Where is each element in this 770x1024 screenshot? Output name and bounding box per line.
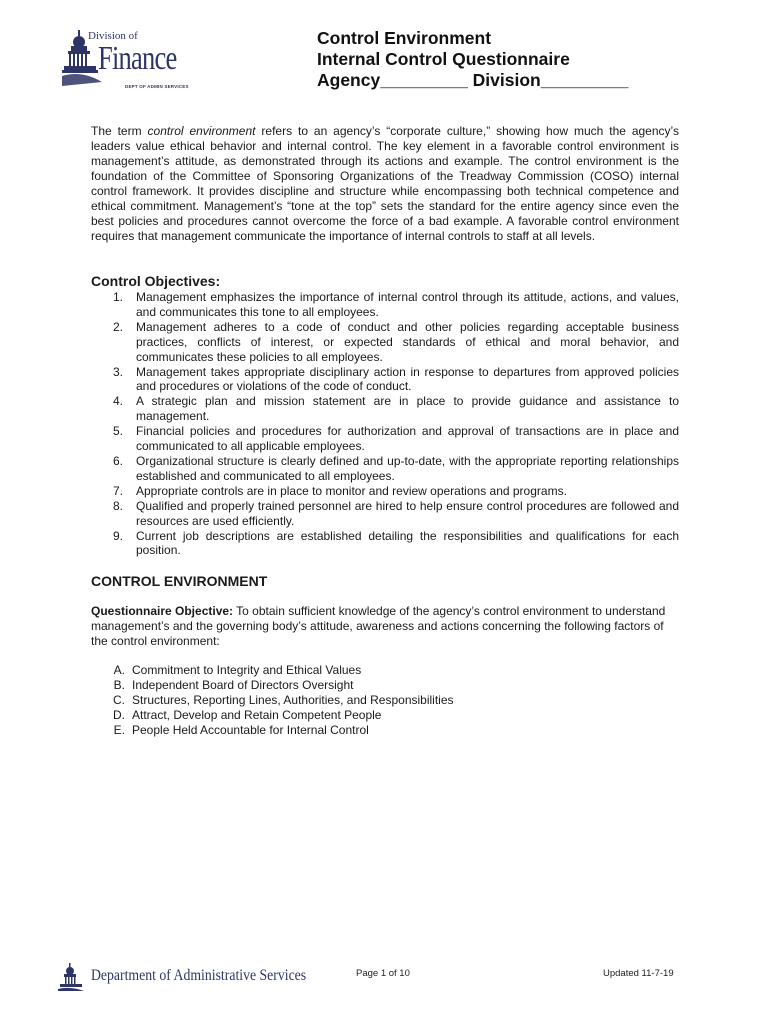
- control-factor-item: [91, 708, 454, 723]
- control-factor-letter: B.: [113, 678, 125, 692]
- control-factor-text: Attract, Develop and Retain Competent People: [132, 708, 382, 722]
- objective-number: 6.: [112, 453, 123, 468]
- objective-item: [91, 499, 679, 529]
- control-factor-letter: E.: [113, 723, 125, 737]
- objective-text: Management adheres to a code of conduct and other policies regarding acceptable business practices, conflicts of interest, or expected standards of ethical and moral behavior, and communicates these policies to all employees.: [136, 319, 679, 364]
- objective-number: 9.: [112, 528, 123, 543]
- objective-item: [91, 394, 679, 424]
- objective-item: [91, 320, 679, 365]
- control-factor-text: Structures, Reporting Lines, Authorities, and Responsibilities: [132, 693, 454, 707]
- intro-text-rest: refers to an agency’s “corporate culture,” showing how much the agency’s leaders value ethical behavior and internal control. The key element in a favorable control environment is management’s attitude, as demonstrated through its actions and example. The control environment is the foundation of the Committee of Sponsoring Organizations of the Treadway Commission (COSO) internal control framework. It provides discipline and structure while encompassing both technical competence and ethical commitment. Management’s “tone at the top” sets the standard for the entire agency since even the best policies and procedures cannot overcome the force of a bad example. A favorable control environment requires that management communicate the importance of internal controls to staff at all levels.: [91, 124, 679, 243]
- objective-item: [91, 290, 679, 320]
- control-factor-item: [91, 693, 454, 708]
- objective-text: Financial policies and procedures for authorization and approval of transactions are in place and communicated to all applicable employees.: [136, 424, 679, 454]
- objective-number: 7.: [112, 483, 123, 498]
- title-line-3-agency-division: Agency_________ Division_________: [317, 70, 629, 90]
- objective-text: Qualified and properly trained personnel are hired to help ensure control procedures are followed and resources are used efficiently.: [136, 498, 679, 528]
- control-factors-list: [91, 663, 454, 738]
- capitol-footer-icon: [58, 961, 84, 991]
- control-objectives-heading: Control Objectives:: [91, 273, 221, 289]
- logo-small-text: Division of: [88, 30, 138, 42]
- title-line-2: Internal Control Questionnaire: [317, 49, 570, 69]
- control-factor-text: People Held Accountable for Internal Control: [132, 723, 369, 737]
- footer-department-name: Department of Administrative Services: [91, 967, 307, 984]
- objective-number: 2.: [112, 319, 123, 334]
- objective-item: [91, 365, 679, 395]
- questionnaire-objective-label: Questionnaire Objective:: [91, 604, 234, 618]
- objective-text: Organizational structure is clearly defined and up-to-date, with the appropriate reporting relationships established and communicated to all employees.: [136, 453, 679, 483]
- document-title: [317, 28, 628, 91]
- objective-number: 8.: [112, 498, 123, 513]
- questionnaire-objective: [91, 604, 679, 649]
- logo-tagline: DEPT OF ADMIN SERVICES: [125, 84, 189, 89]
- objective-item: [91, 529, 679, 559]
- objective-text: Appropriate controls are in place to monitor and review operations and programs.: [136, 483, 567, 498]
- control-factor-item: [91, 723, 454, 738]
- control-factor-text: Commitment to Integrity and Ethical Values: [132, 663, 362, 677]
- objective-text: Current job descriptions are established detailing the responsibilities and qualifications for each position.: [136, 528, 679, 558]
- objective-number: 3.: [112, 364, 123, 379]
- objective-number: 5.: [112, 424, 123, 439]
- objective-item: [91, 454, 679, 484]
- control-objectives-list: [91, 290, 679, 558]
- logo-big-text: Finance: [98, 40, 177, 77]
- intro-emphasis: control environment: [147, 124, 256, 138]
- control-factor-letter: A.: [113, 663, 125, 677]
- objective-text: Management takes appropriate disciplinary action in response to departures from approved policies and procedures or violations of the code of conduct.: [136, 364, 679, 394]
- intro-paragraph: [91, 124, 679, 244]
- control-factor-letter: D.: [113, 708, 125, 722]
- intro-text-start: The term: [91, 124, 148, 138]
- control-factor-item: [91, 663, 454, 678]
- objective-text: Management emphasizes the importance of internal control through its attitude, actions, and values, and communicates this tone to all employees.: [136, 290, 679, 319]
- control-environment-heading: CONTROL ENVIRONMENT: [91, 573, 268, 589]
- objective-text: A strategic plan and mission statement are in place to provide guidance and assistance to management.: [136, 394, 679, 424]
- control-factor-item: [91, 678, 454, 693]
- objective-item: [91, 424, 679, 454]
- questionnaire-objective-text: To obtain sufficient knowledge of the agency’s control environment to understand management’s and the governing body’s attitude, awareness and actions concerning the following factors of the control environment:: [91, 604, 666, 648]
- objective-number: 4.: [112, 394, 123, 409]
- title-line-1: Control Environment: [317, 28, 492, 48]
- control-factor-text: Independent Board of Directors Oversight: [132, 678, 354, 692]
- updated-date: Updated 11-7-19: [603, 968, 674, 979]
- objective-item: [91, 484, 679, 499]
- objective-number: 1.: [112, 290, 123, 304]
- page-number: Page 1 of 10: [356, 968, 410, 979]
- control-factor-letter: C.: [113, 693, 125, 707]
